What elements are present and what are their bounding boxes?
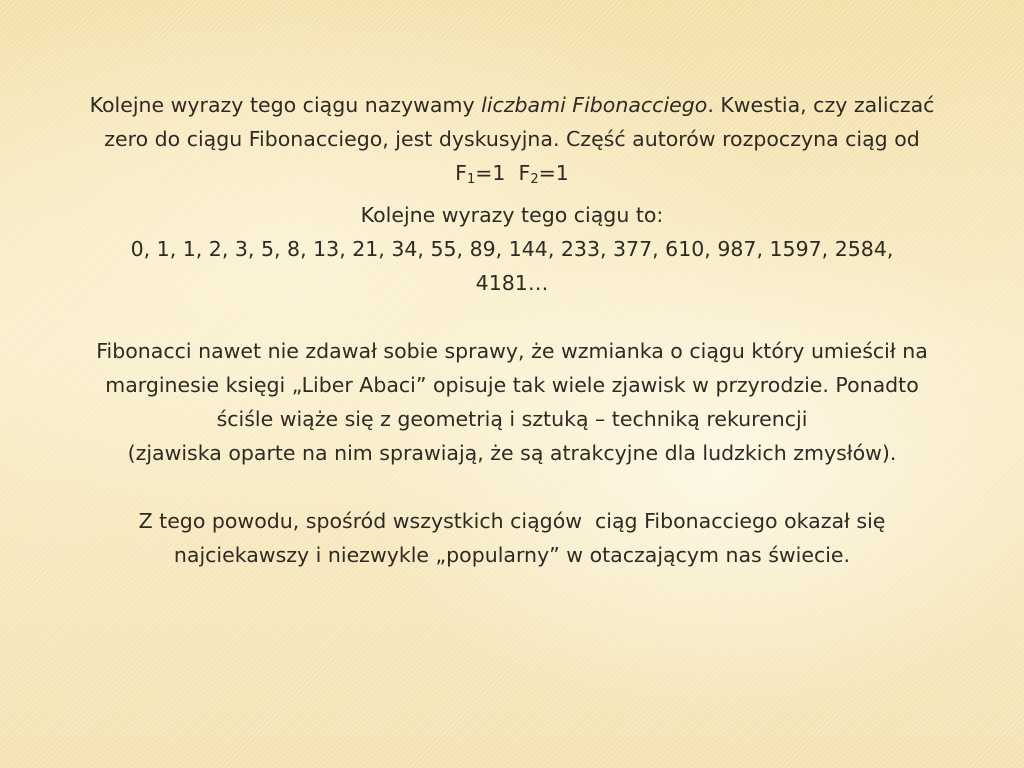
intro-text-before: Kolejne wyrazy tego ciągu nazywamy [89, 93, 482, 117]
history-line-1: Fibonacci nawet nie zdawał sobie sprawy, że wzmianka o ciągu który umieścił na [96, 339, 928, 363]
conclusion-line-1: Z tego powodu, spośród wszystkich ciągów ciąg Fibonacciego okazał się [138, 509, 886, 533]
conclusion-paragraph [24, 504, 1000, 572]
conclusion-line-2: najciekawszy i niezwykle „popularny” w otaczającym nas świecie. [173, 543, 851, 567]
formula-f1-value: =1 [475, 161, 519, 185]
sequence-terms-line-2: 4181… [475, 271, 549, 295]
history-line-3: ściśle wiąże się z geometrią i sztuką – techniką rekurencji [216, 407, 808, 431]
intro-line-2: zero do ciągu Fibonacciego, jest dyskusyjna. Część autorów rozpoczyna ciąg od [104, 127, 920, 151]
fibonacci-numbers-term: liczbami Fibonacciego [481, 93, 708, 117]
formula-f2-index: 2 [530, 172, 539, 187]
history-line-4: (zjawiska oparte na nim sprawiają, że są atrakcyjne dla ludzkich zmysłów). [127, 441, 897, 465]
sequence-terms-line-1: 0, 1, 1, 2, 3, 5, 8, 13, 21, 34, 55, 89, 144, 233, 377, 610, 987, 1597, 2584, [130, 237, 894, 261]
initial-terms-formula [24, 156, 1000, 190]
formula-f1-symbol: F [455, 161, 467, 185]
formula-f1-index: 1 [466, 172, 476, 187]
history-paragraph [24, 334, 1000, 470]
intro-paragraph [24, 88, 1000, 190]
history-line-2: marginesie księgi „Liber Abaci” opisuje tak wiele zjawisk w przyrodzie. Ponadto [105, 373, 919, 397]
slide-content [24, 88, 1000, 572]
sequence-heading: Kolejne wyrazy tego ciągu to: [360, 203, 664, 227]
intro-text-after: . Kwestia, czy zaliczać [707, 93, 935, 117]
intro-line-1 [24, 88, 1000, 122]
formula-f2-symbol: F [518, 161, 531, 185]
sequence-paragraph [24, 198, 1000, 300]
formula-f2-value: =1 [538, 161, 569, 185]
